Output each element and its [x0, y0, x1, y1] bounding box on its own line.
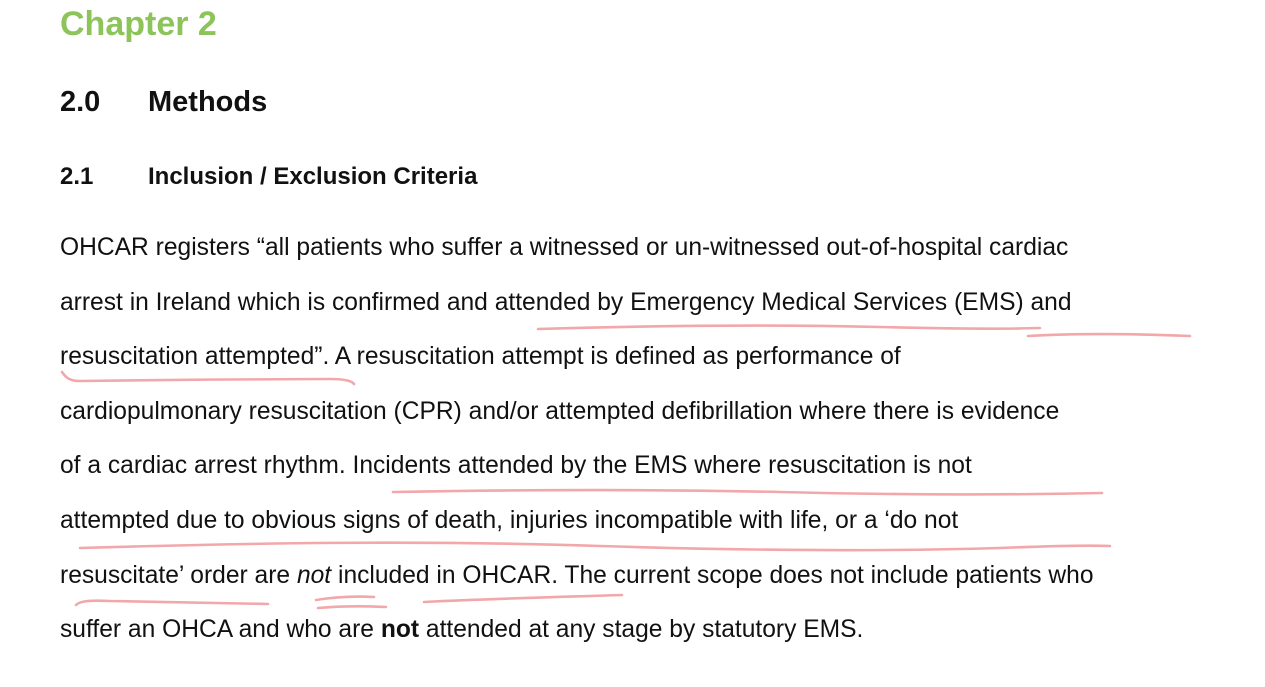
bold-not: not — [380, 616, 420, 644]
section-title: Methods — [148, 86, 268, 118]
line-7-text-start: resuscitate’ order are — [60, 561, 297, 589]
paragraph-line-5: of a cardiac arrest rhythm. Incidents attended by the EMS where resuscitation is not — [60, 452, 972, 480]
section-heading — [60, 82, 267, 122]
paragraph-line-8 — [60, 607, 1260, 662]
paragraph-line-6: attempted due to obvious signs of death, injuries incompatible with life, or a ‘do not — [60, 506, 959, 534]
emphasis-not: not — [296, 561, 332, 589]
paragraph-line-7 — [60, 553, 1260, 608]
body-paragraph — [60, 225, 1260, 662]
line-7-text-end: included in OHCAR. The current scope does not include patients who — [331, 561, 1094, 589]
paragraph-line-2: arrest in Ireland which is confirmed and attended by Emergency Medical Services (EMS) and — [60, 288, 1072, 316]
paragraph-line-3: resuscitation attempted”. A resuscitation attempt is defined as performance of — [60, 343, 901, 371]
chapter-title: Chapter 2 — [60, 5, 217, 43]
paragraph-line-4: cardiopulmonary resuscitation (CPR) and/or attempted defibrillation where there is evidence — [60, 397, 1060, 425]
subsection-heading — [60, 160, 477, 194]
subsection-title: Inclusion / Exclusion Criteria — [148, 163, 478, 190]
subsection-number: 2.1 — [60, 163, 94, 190]
line-8-text-end: attended at any stage by statutory EMS. — [419, 616, 864, 644]
line-8-text-start: suffer an OHCA and who are — [60, 616, 381, 644]
section-number: 2.0 — [60, 86, 101, 118]
paragraph-line-1: OHCAR registers “all patients who suffer a witnessed or un-witnessed out-of-hospital cardiac — [60, 234, 1069, 261]
